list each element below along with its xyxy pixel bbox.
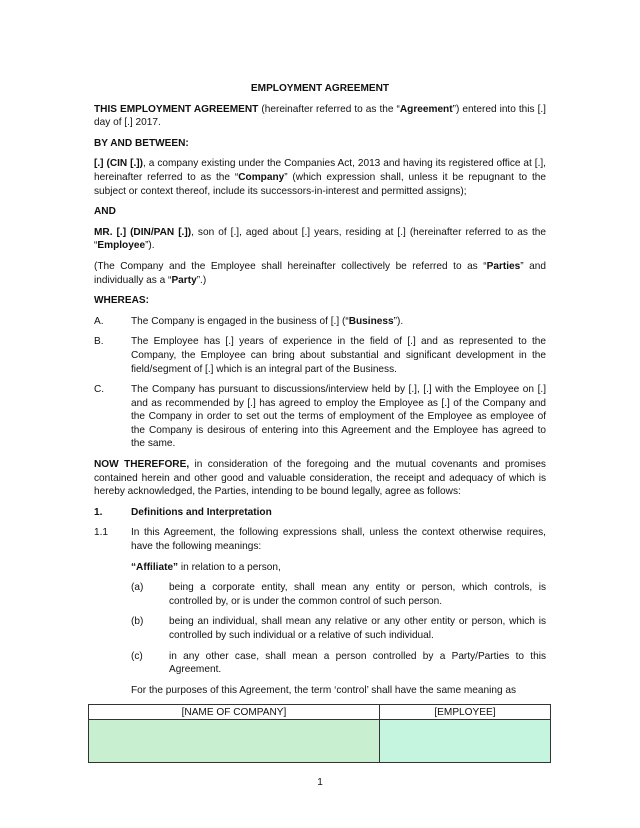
intro-defined-term: Agreement: [399, 103, 453, 115]
parties-paragraph: [94, 260, 546, 287]
section-title: Definitions and Interpretation: [131, 506, 272, 518]
signature-field-row: [89, 720, 551, 763]
document-title: EMPLOYMENT AGREEMENT: [250, 83, 390, 94]
and-heading: AND: [94, 206, 116, 218]
affiliate-term: “Affiliate”: [131, 561, 179, 573]
affiliate-text: in relation to a person,: [178, 561, 281, 573]
clause-number: 1.1: [94, 527, 109, 539]
company-signature-header: [NAME OF COMPANY]: [89, 705, 380, 720]
intro-text-1: (hereinafter referred to as the “: [258, 103, 400, 115]
signature-header-row: [89, 705, 551, 720]
employee-party-text-2: ”).: [145, 240, 155, 252]
now-therefore-text: in consideration of the foregoing and the mutual covenants and promises contained herein and other good and valuable consideration, the receipt and adequacy of which is hereby acknowledged, the Parties, intending to be bound legally, agree as follows:: [94, 459, 546, 498]
item-label: (c): [131, 650, 143, 662]
employee-party-paragraph: [94, 226, 546, 253]
now-therefore-lead: NOW THEREFORE,: [94, 459, 190, 471]
parties-defined-term: Parties: [486, 260, 521, 272]
company-signature-field[interactable]: [89, 720, 380, 763]
section-1-heading: [94, 506, 546, 520]
recital-a: [94, 315, 546, 329]
intro-paragraph: [94, 103, 546, 130]
item-text: being an individual, shall mean any relative or any other entity or person, which is controlled by such individual or a relative of such individual.: [169, 616, 546, 641]
employee-party-lead: MR. [.] (DIN/PAN [.]): [94, 226, 192, 238]
intro-text-2: ”) entered into this [.] day of [.] 2017.: [94, 103, 546, 129]
recital-label: B.: [94, 336, 104, 348]
employee-signature-field[interactable]: [379, 720, 550, 763]
parties-text-3: ”.): [196, 274, 207, 286]
agreement-body: [94, 82, 546, 697]
item-label: (b): [131, 616, 144, 628]
employee-defined-term: Employee: [97, 240, 146, 252]
recital-text: The Employee has [.] years of experience in the field of [.] and as represented to the Company, the Employee can bring about substantial and significant development in the field/segment of [.] which is an integral part of the Business.: [131, 336, 546, 375]
control-definition-line: For the purposes of this Agreement, the term ‘control’ shall have the same meaning as: [131, 684, 517, 696]
page-number: 1: [317, 777, 323, 788]
recital-label: C.: [94, 384, 105, 396]
employee-party-text-1: , son of [.], aged about [.] years, residing at [.] (hereinafter referred to as the “: [94, 226, 546, 252]
recital-a-text-1: The Company is engaged in the business of [.] (“: [131, 315, 349, 327]
employee-signature-header: [EMPLOYEE]: [379, 705, 550, 720]
business-defined-term: Business: [348, 315, 394, 327]
affiliate-definition: [131, 561, 546, 575]
by-and-between-heading: BY AND BETWEEN:: [94, 137, 189, 149]
parties-text-2: ” and individually as a “: [94, 260, 546, 286]
parties-text-1: (The Company and the Employee shall hereinafter collectively be referred to as “: [94, 260, 487, 272]
item-text: being a corporate entity, shall mean any entity or person, which controls, is controlled by, or is under the common control of such person.: [169, 582, 546, 607]
company-party-text-2: ” (which expression shall, unless it be repugnant to the subject or context thereof, include its successors-in-interest and permitted assigns);: [94, 171, 546, 197]
whereas-heading: WHEREAS:: [94, 295, 149, 307]
intro-bold-lead: THIS EMPLOYMENT AGREEMENT: [94, 103, 259, 115]
recital-text: [131, 315, 546, 329]
section-number: 1.: [94, 506, 103, 518]
recital-label: A.: [94, 315, 104, 327]
affiliate-item-b: [131, 615, 546, 642]
clause-text: In this Agreement, the following expressions shall, unless the context otherwise requires, have the following meanings:: [131, 527, 546, 553]
recital-b: [94, 335, 546, 376]
company-defined-term: Company: [238, 171, 285, 183]
recital-a-text-2: ”).: [393, 315, 404, 327]
company-party-paragraph: [94, 157, 546, 198]
recital-c: [94, 383, 546, 451]
party-defined-term: Party: [171, 274, 197, 286]
affiliate-item-a: [131, 581, 546, 608]
signature-table: [88, 704, 551, 763]
item-label: (a): [131, 582, 144, 594]
company-party-text-1: , a company existing under the Companies Act, 2013 and having its registered office at [.], hereinafter referred to as the “: [94, 158, 546, 183]
item-text: in any other case, shall mean a person controlled by a Party/Parties to this Agreement.: [169, 650, 546, 676]
clause-1-1: [94, 526, 546, 553]
company-party-lead: [.] (CIN [.]): [94, 158, 144, 170]
recital-text: The Company has pursuant to discussions/interview held by [.], [.] with the Employee on [.] and as recommended by [.] has agreed to employ the Employee as [.] of the Company and the Company in order to set out the terms of employment of the Employee as employee of the Company is desirous of entering into this Agreement and the Employee has agreed to the same.: [131, 384, 546, 450]
affiliate-item-c: [131, 650, 546, 677]
now-therefore-paragraph: [94, 458, 546, 499]
